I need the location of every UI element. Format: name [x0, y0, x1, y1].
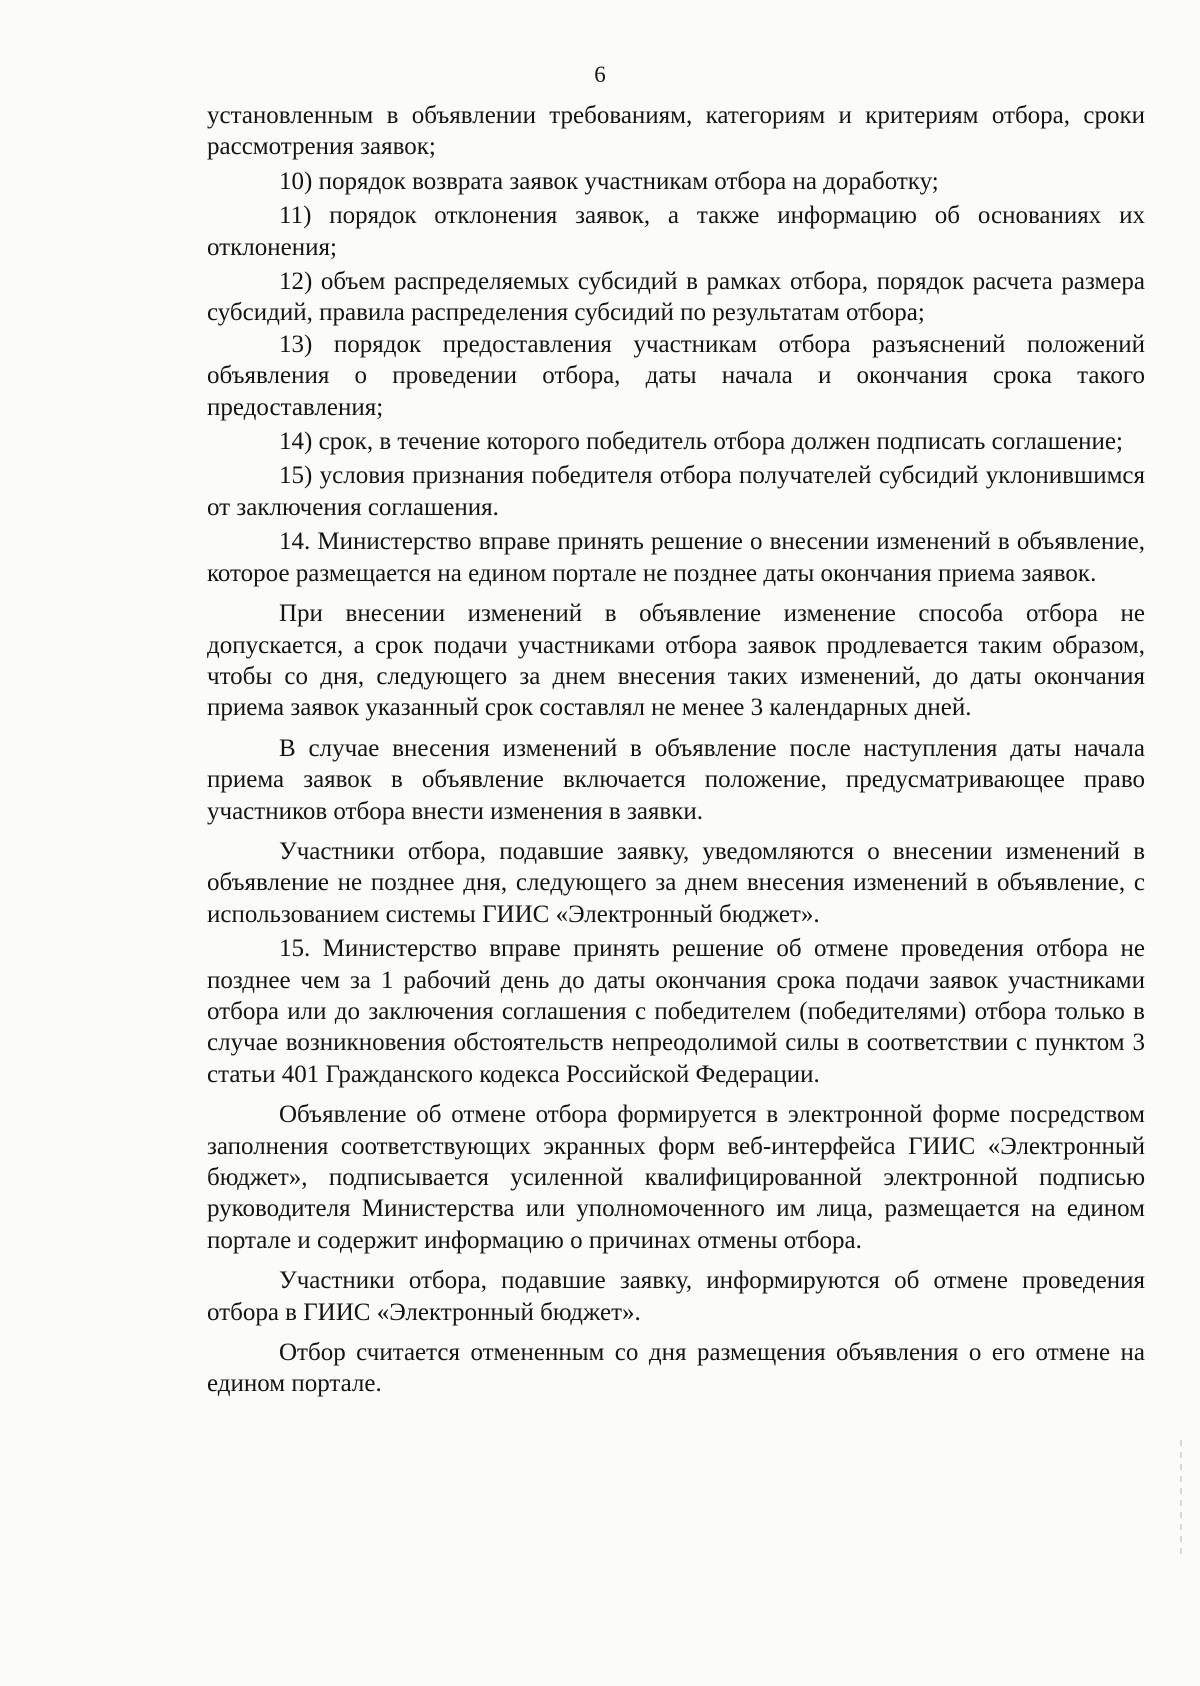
document-body	[207, 100, 1145, 1400]
scan-edge-mark	[1180, 1440, 1182, 1560]
clause-14: 14. Министерство вправе принять решение о внесении изменений в объявление, которое размещается на едином портале не позднее даты окончания приема заявок.	[207, 528, 1145, 587]
list-item-12: 12) объем распределяемых субсидий в рамках отбора, порядок расчета размера субсидий, правила распределения субсидий по результатам отбора;	[207, 268, 1145, 327]
clause-14-paragraph-3: В случае внесения изменений в объявление после наступления даты начала приема заявок в объявление включается положение, предусматривающее право участников отбора внести изменения в заявки.	[207, 734, 1145, 825]
clause-15-paragraph-3: Участники отбора, подавшие заявку, информируются об отмене проведения отбора в ГИИС «Электронный бюджет».	[207, 1267, 1145, 1326]
paragraph-continuation: установленным в объявлении требованиям, категориям и критериям отбора, сроки рассмотрения заявок;	[207, 102, 1145, 161]
list-item-10: 10) порядок возврата заявок участникам отбора на доработку;	[279, 167, 939, 195]
list-item-15: 15) условия признания победителя отбора получателей субсидий уклонившимся от заключения соглашения.	[207, 462, 1145, 521]
clause-14-paragraph-4: Участники отбора, подавшие заявку, уведомляются о внесении изменений в объявление не позднее дня, следующего за днем внесения изменений в объявление, с использованием системы ГИИС «Электронный бюджет».	[207, 837, 1145, 928]
list-item-14: 14) срок, в течение которого победитель отбора должен подписать соглашение;	[279, 428, 1123, 456]
clause-15-paragraph-2: Объявление об отмене отбора формируется в электронной форме посредством заполнения соответствующих экранных форм веб-интерфейса ГИИС «Электронный бюджет», подписывается усиленной квалифицированной электронной подписью руководителя Министерства или уполномоченного им лица, размещается на едином портале и содержит информацию о причинах отмены отбора.	[207, 1101, 1145, 1254]
page-number: 6	[594, 62, 606, 87]
list-item-13: 13) порядок предоставления участникам отбора разъяснений положений объявления о проведении отбора, даты начала и окончания срока такого предоставления;	[207, 330, 1145, 421]
clause-15: 15. Министерство вправе принять решение об отмене проведения отбора не позднее чем за 1 рабочий день до даты окончания срока подачи заявок участниками отбора или до заключения соглашения с победителем (победителями) отбора только в случае возникновения обстоятельств непреодолимой силы в соответствии с пунктом 3 статьи 401 Гражданского кодекса Российской Федерации.	[207, 935, 1145, 1088]
list-item-11: 11) порядок отклонения заявок, а также информацию об основаниях их отклонения;	[207, 202, 1145, 261]
clause-15-paragraph-4: Отбор считается отмененным со дня размещения объявления о его отмене на едином портале.	[207, 1339, 1145, 1398]
clause-14-paragraph-2: При внесении изменений в объявление изменение способа отбора не допускается, а срок подачи участниками отбора заявок продлевается таким образом, чтобы со дня, следующего за днем внесения таких изменений, до даты окончания приема заявок указанный срок составлял не менее 3 календарных дней.	[207, 600, 1145, 722]
